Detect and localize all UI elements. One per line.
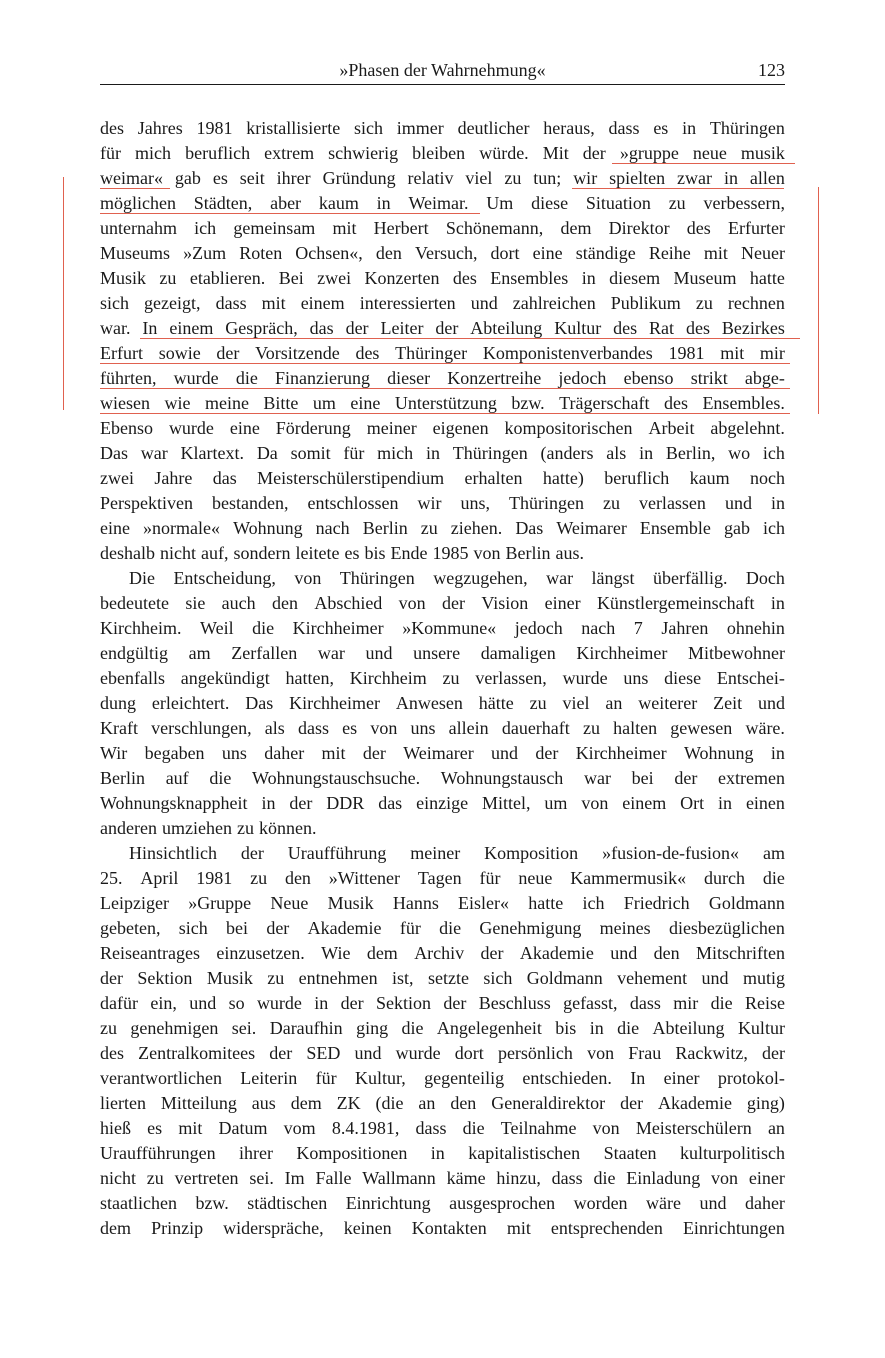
underline-wir-spielten <box>572 188 784 189</box>
text-line: zu genehmigen sei. Daraufhin ging die Angelegenheit bis in die Abteilung Kultur <box>100 1018 785 1038</box>
text-line: des Jahres 1981 kristallisierte sich immer deutlicher heraus, dass es in Thüringen <box>100 118 785 138</box>
text-line: Reiseantrages einzusetzen. Wie dem Archiv der Akademie und den Mitschriften <box>100 943 785 963</box>
text-line: verantwortlichen Leiterin für Kultur, gegenteilig entschieden. In einer protokol- <box>100 1068 785 1088</box>
text-line: Die Entscheidung, von Thüringen wegzugehen, war längst überfällig. Doch <box>129 568 785 588</box>
text-line: bedeutete sie auch den Abschied von der Vision einer Künstlergemeinschaft in <box>100 593 785 613</box>
text-line: ebenfalls angekündigt hatten, Kirchheim zu verlassen, wurde uns diese Entschei- <box>100 668 785 688</box>
text-line: Uraufführungen ihrer Kompositionen in kapitalistischen Staaten kulturpolitisch <box>100 1143 785 1163</box>
underline-fuehrten <box>100 388 790 389</box>
running-head <box>100 58 785 82</box>
text-line: 25. April 1981 zu den »Wittener Tagen für neue Kammermusik« durch die <box>100 868 785 888</box>
underline-gespraech <box>140 338 800 339</box>
right-margin-mark <box>818 187 819 414</box>
running-title: »Phasen der Wahrnehmung« <box>339 60 546 80</box>
text-line: Das war Klartext. Da somit für mich in Thüringen (anders als in Berlin, wo ich <box>100 443 785 463</box>
text-line: hieß es mit Datum vom 8.4.1981, dass die Teilnahme von Meisterschülern an <box>100 1118 785 1138</box>
text-line: weimar« gab es seit ihrer Gründung relativ viel zu tun; wir spielten zwar in allen <box>100 168 785 188</box>
text-line: nicht zu vertreten sei. Im Falle Wallmann käme hinzu, dass die Einladung von einer <box>100 1168 785 1188</box>
text-line: Museums »Zum Roten Ochsen«, den Versuch, dort eine ständige Reihe mit Neuer <box>100 243 785 263</box>
text-line: Leipziger »Gruppe Neue Musik Hanns Eisler« hatte ich Friedrich Goldmann <box>100 893 785 913</box>
text-line: sich gezeigt, dass mit einem interessierten und zahlreichen Publikum zu rechnen <box>100 293 785 313</box>
underline-moeglichen-staedten <box>100 213 480 214</box>
page-number: 123 <box>758 60 785 80</box>
text-line: eine »normale« Wohnung nach Berlin zu ziehen. Das Weimarer Ensemble gab ich <box>100 518 785 538</box>
text-line: endgültig am Zerfallen war und unsere damaligen Kirchheimer Mitbewohner <box>100 643 785 663</box>
text-line: Wohnungsknappheit in der DDR das einzige Mittel, um von einem Ort in einen <box>100 793 785 813</box>
text-line: anderen umziehen zu können. <box>100 818 317 838</box>
text-line: der Sektion Musik zu entnehmen ist, setzte sich Goldmann vehement und mutig <box>100 968 785 988</box>
text-line: dafür ein, und so wurde in der Sektion der Beschluss gefasst, dass mir die Reise <box>100 993 785 1013</box>
underline-weimar <box>100 188 170 189</box>
left-margin-mark <box>63 177 64 410</box>
text-line: unternahm ich gemeinsam mit Herbert Schönemann, dem Direktor des Erfurter <box>100 218 785 238</box>
text-line: Kirchheim. Weil die Kirchheimer »Kommune« jedoch nach 7 Jahren ohnehin <box>100 618 785 638</box>
text-line: des Zentralkomitees der SED und wurde dort persönlich von Frau Rackwitz, der <box>100 1043 785 1063</box>
text-line: war. In einem Gespräch, das der Leiter der Abteilung Kultur des Rat des Bezirkes <box>100 318 785 338</box>
text-line: Perspektiven bestanden, entschlossen wir uns, Thüringen zu verlassen und in <box>100 493 785 513</box>
underline-erfurt <box>100 363 790 364</box>
body-text <box>100 116 785 1241</box>
text-line: führten, wurde die Finanzierung dieser Konzertreihe jedoch ebenso strikt abge- <box>100 368 785 388</box>
text-line: möglichen Städten, aber kaum in Weimar. Um diese Situation zu verbessern, <box>100 193 785 213</box>
text-line: gebeten, sich bei der Akademie für die Genehmigung meines diesbezüglichen <box>100 918 785 938</box>
underline-gruppe-neue-musik <box>612 163 795 164</box>
text-line: wiesen wie meine Bitte um eine Unterstützung bzw. Trägerschaft des Ensembles. <box>100 393 785 413</box>
underline-wiesen <box>100 413 790 414</box>
text-line: Wir begaben uns daher mit der Weimarer und der Kirchheimer Wohnung in <box>100 743 785 763</box>
text-line: deshalb nicht auf, sondern leitete es bis Ende 1985 von Berlin aus. <box>100 543 584 563</box>
text-line: Kraft verschlungen, als dass es von uns allein dauerhaft zu halten gewesen wäre. <box>100 718 785 738</box>
text-line: für mich beruflich extrem schwierig bleiben würde. Mit der »gruppe neue musik <box>100 143 785 163</box>
text-line: Musik zu etablieren. Bei zwei Konzerten des Ensembles in diesem Museum hatte <box>100 268 785 288</box>
text-line: dem Prinzip widerspräche, keinen Kontakten mit entsprechenden Einrichtungen <box>100 1218 785 1238</box>
text-line: Ebenso wurde eine Förderung meiner eigenen kompositorischen Arbeit abgelehnt. <box>100 418 785 438</box>
text-line: Erfurt sowie der Vorsitzende des Thüringer Komponistenverbandes 1981 mit mir <box>100 343 785 363</box>
text-line: Berlin auf die Wohnungstauschsuche. Wohnungstausch war bei der extremen <box>100 768 785 788</box>
text-line: Hinsichtlich der Uraufführung meiner Komposition »fusion-de-fusion« am <box>129 843 785 863</box>
text-line: staatlichen bzw. städtischen Einrichtung ausgesprochen worden wäre und daher <box>100 1193 785 1213</box>
text-line: lierten Mitteilung aus dem ZK (die an den Generaldirektor der Akademie ging) <box>100 1093 785 1113</box>
text-line: zwei Jahre das Meisterschülerstipendium erhalten hatte) beruflich kaum noch <box>100 468 785 488</box>
header-rule <box>100 84 785 85</box>
text-line: dung erleichtert. Das Kirchheimer Anwesen hätte zu viel an weiterer Zeit und <box>100 693 785 713</box>
